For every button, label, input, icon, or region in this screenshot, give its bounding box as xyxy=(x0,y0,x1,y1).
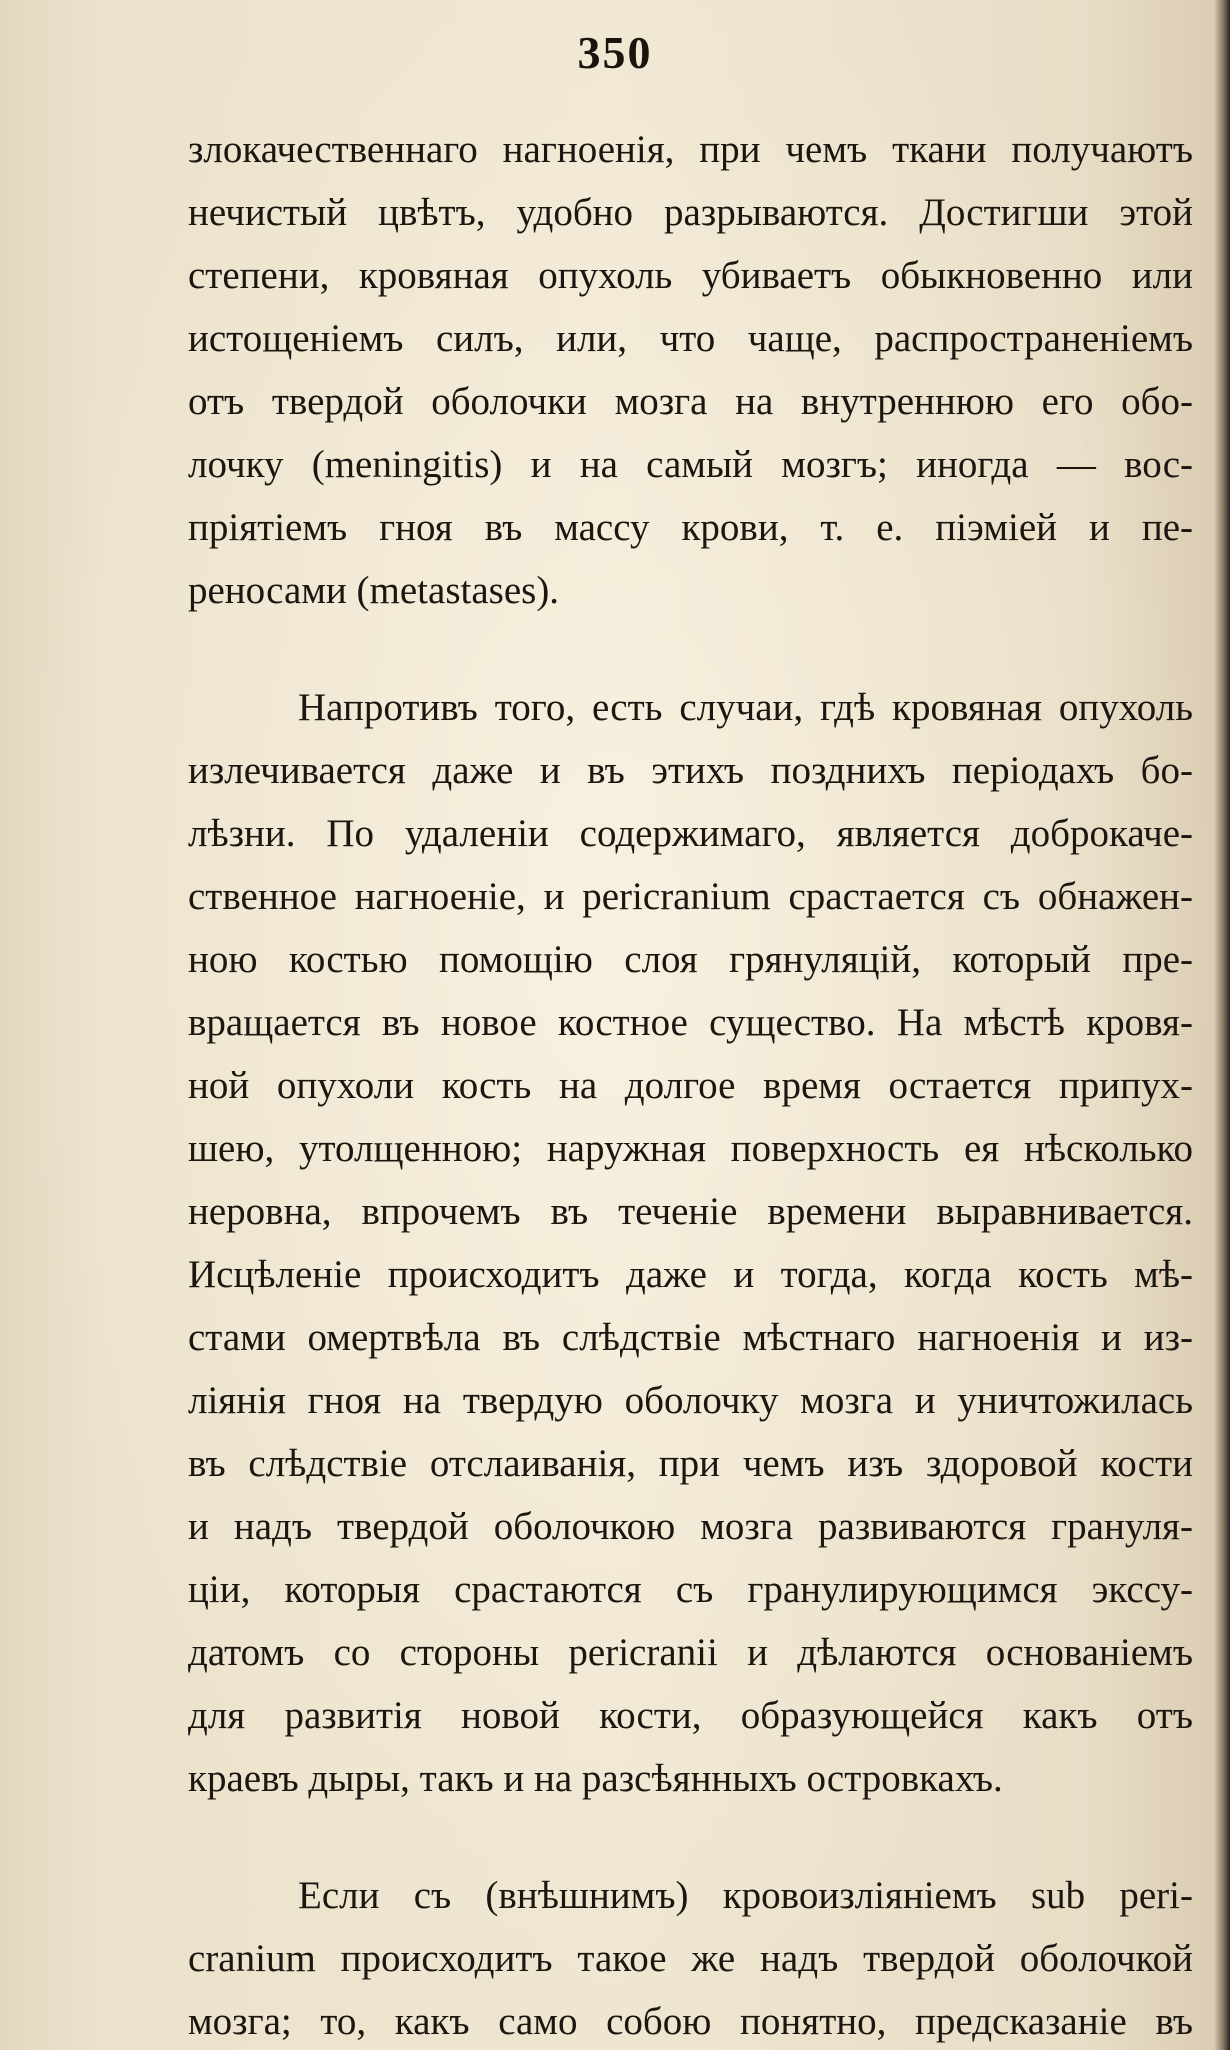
text-line: для развитія новой кости, образующейся какъ отъ xyxy=(188,1694,1193,1737)
text-line: стами омертвѣла въ слѣдствіе мѣстнаго нагноенія и из- xyxy=(188,1316,1193,1359)
page-number: 350 xyxy=(577,27,653,78)
paragraph-gap xyxy=(188,1810,1193,1864)
text-line: Если съ (внѣшнимъ) кровоизліяніемъ sub peri- xyxy=(298,1874,1193,1917)
text-line: Исцѣленіе происходитъ даже и тогда, когда кость мѣ- xyxy=(188,1253,1193,1296)
text-line: ственное нагноеніе, и pericranium срастается съ обнажен- xyxy=(188,875,1193,918)
text-line: лiянія гноя на твердую оболочку мозга и уничтожилась xyxy=(188,1379,1193,1422)
text-line: въ слѣдствіе отслаиванія, при чемъ изъ здоровой кости xyxy=(188,1442,1193,1485)
text-line: ціи, которыя срастаются съ гранулирующимся экссу- xyxy=(188,1568,1193,1611)
text-line: злокачественнаго нагноенія, при чемъ ткани получаютъ xyxy=(188,128,1193,171)
text-line: излечивается даже и въ этихъ позднихъ періодахъ бо- xyxy=(188,749,1193,792)
text-line: cranium происходитъ такое же надъ твердой оболочкой xyxy=(188,1937,1193,1980)
text-line: нечистый цвѣтъ, удобно разрываются. Достигши этой xyxy=(188,191,1193,234)
text-line: степени, кровяная опухоль убиваетъ обыкновенно или xyxy=(188,254,1193,297)
text-line: вращается въ новое костное существо. На мѣстѣ кровя- xyxy=(188,1001,1193,1044)
body-text xyxy=(188,118,1193,2050)
text-line: ною костью помощію слоя грянуляцій, который пре- xyxy=(188,938,1193,981)
text-line: мозга; то, какъ само собою понятно, предсказаніе въ xyxy=(188,2000,1193,2043)
text-line: истощеніемъ силъ, или, что чаще, распространеніемъ xyxy=(188,317,1193,360)
text-line: отъ твердой оболочки мозга на внутреннюю его обо- xyxy=(188,380,1193,423)
text-line: лѣзни. По удаленіи содержимаго, является доброкаче- xyxy=(188,812,1193,855)
text-line: шею, утолщенною; наружная поверхность ея нѣсколько xyxy=(188,1127,1193,1170)
page-edge-shadow xyxy=(1214,0,1230,2050)
paragraph-gap xyxy=(188,622,1193,676)
text-line: краевъ дыры, такъ и на разсѣянныхъ островкахъ. xyxy=(188,1757,1003,1800)
text-line: лочку (meningitis) и на самый мозгъ; иногда — вос- xyxy=(188,443,1193,486)
text-line: Напротивъ того, есть случаи, гдѣ кровяная опухоль xyxy=(298,686,1193,729)
text-line: пріятіемъ гноя въ массу крови, т. е. піэміей и пе- xyxy=(188,506,1193,549)
text-line: неровна, впрочемъ въ теченіе времени выравнивается. xyxy=(188,1190,1193,1233)
text-line: реносами (metastases). xyxy=(188,569,560,612)
text-line: и надъ твердой оболочкою мозга развиваются грануля- xyxy=(188,1505,1193,1548)
text-line: ной опухоли кость на долгое время остается припух- xyxy=(188,1064,1193,1107)
text-line: датомъ со стороны pericranii и дѣлаются основаніемъ xyxy=(188,1631,1193,1674)
